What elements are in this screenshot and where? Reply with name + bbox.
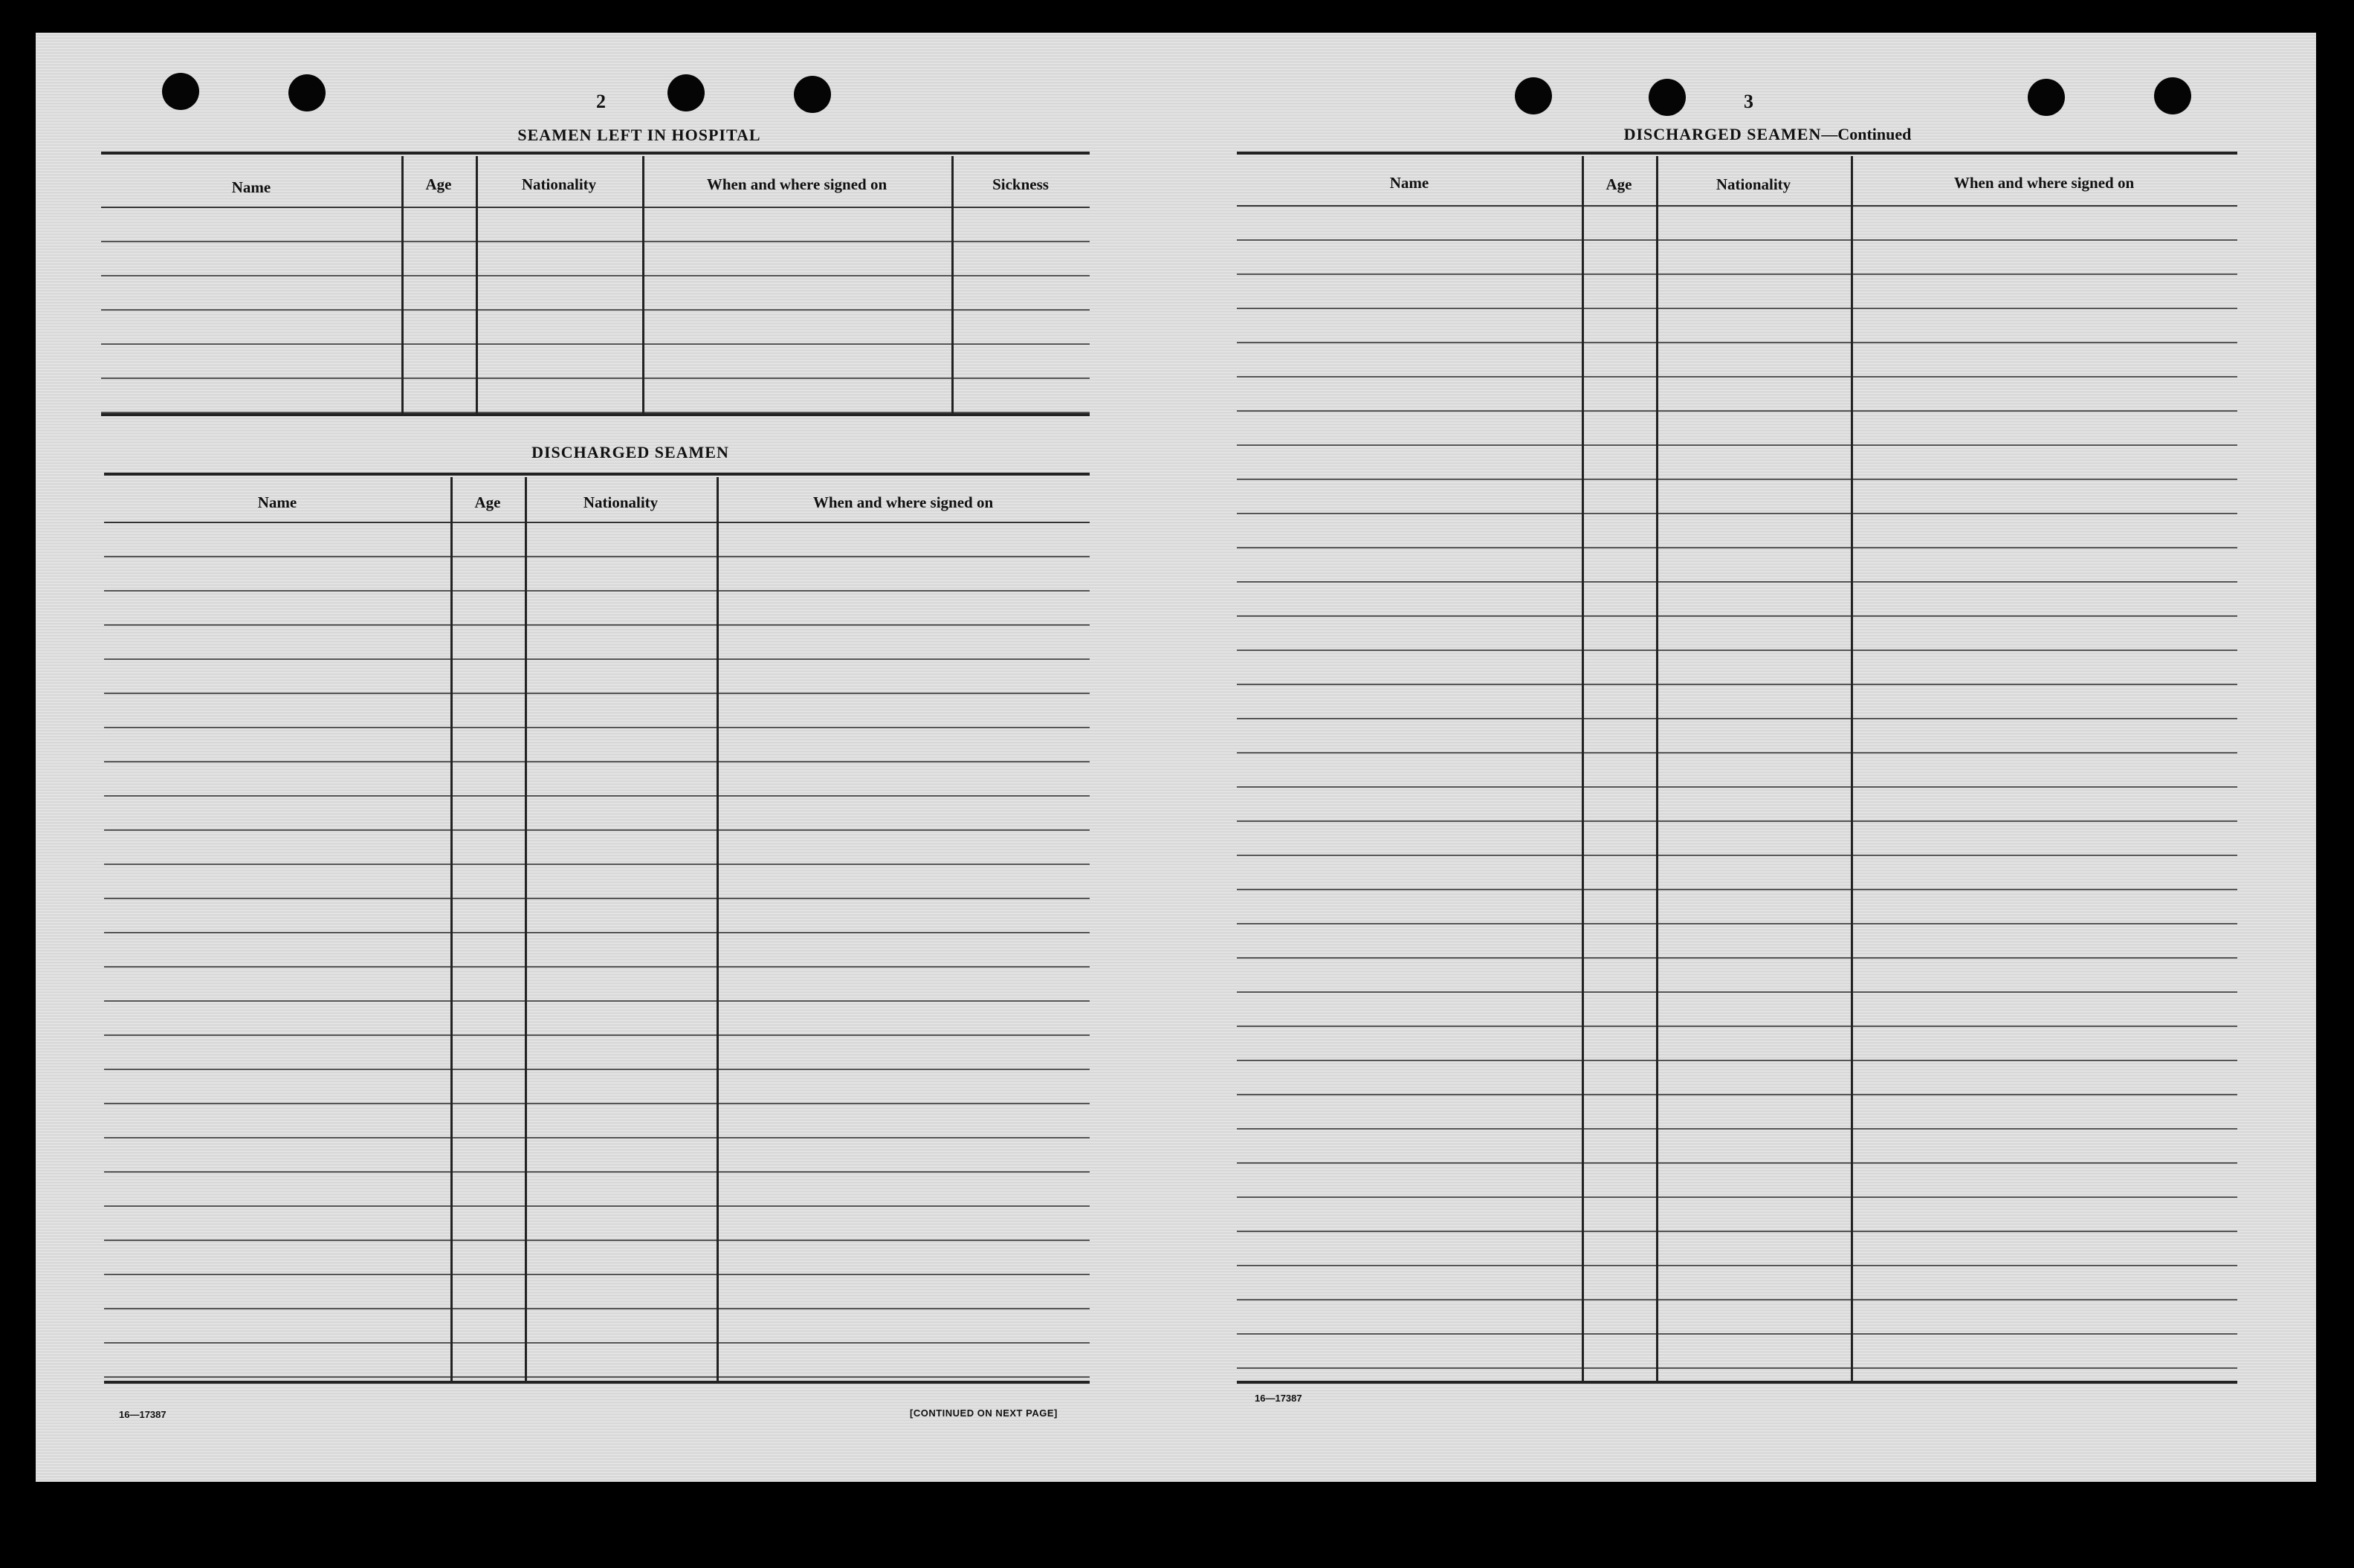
col-head-name: Name (231, 178, 271, 196)
title-main: DISCHARGED SEAMEN (1623, 125, 1822, 143)
col-head-nationality: Nationality (521, 175, 597, 193)
continued-note: [CONTINUED ON NEXT PAGE] (910, 1407, 1058, 1419)
form-number-left: 16—17387 (119, 1409, 166, 1420)
col-head-age: Age (1606, 175, 1632, 193)
hospital-section-title: SEAMEN LEFT IN HOSPITAL (517, 126, 761, 144)
col-head-name: Name (257, 493, 297, 511)
col-head-signed-on: When and where signed on (812, 493, 994, 511)
punch-hole (1515, 77, 1552, 114)
punch-hole (288, 74, 326, 111)
punch-hole (162, 73, 199, 110)
discharged-table (104, 473, 1090, 1402)
punch-hole (2154, 77, 2191, 114)
col-head-nationality: Nationality (1716, 175, 1791, 193)
punch-hole (1649, 79, 1686, 116)
hospital-rows (101, 208, 1090, 413)
col-head-name: Name (1389, 174, 1429, 192)
hospital-table (101, 152, 1090, 459)
col-head-nationality: Nationality (583, 493, 659, 511)
discharged-continued-table (1237, 152, 2237, 1400)
punch-hole (667, 74, 705, 111)
title-suffix: —Continued (1821, 125, 1912, 143)
col-head-signed-on: When and where signed on (706, 175, 887, 193)
punch-hole (2028, 79, 2065, 116)
page-number-left: 2 (596, 91, 606, 112)
col-head-signed-on: When and where signed on (1953, 174, 2135, 192)
col-head-age: Age (425, 175, 452, 193)
form-number-right: 16—17387 (1255, 1393, 1302, 1404)
document-sheet (36, 33, 2316, 1482)
discharged-section-title: DISCHARGED SEAMEN (531, 443, 729, 461)
col-head-sickness: Sickness (992, 175, 1049, 193)
discharged-rows (104, 523, 1090, 1378)
col-head-age: Age (474, 493, 501, 511)
discharged-continued-rows (1237, 207, 2237, 1369)
page-number-right: 3 (1744, 91, 1753, 112)
discharged-continued-title (1507, 125, 2028, 144)
punch-hole (794, 76, 831, 113)
